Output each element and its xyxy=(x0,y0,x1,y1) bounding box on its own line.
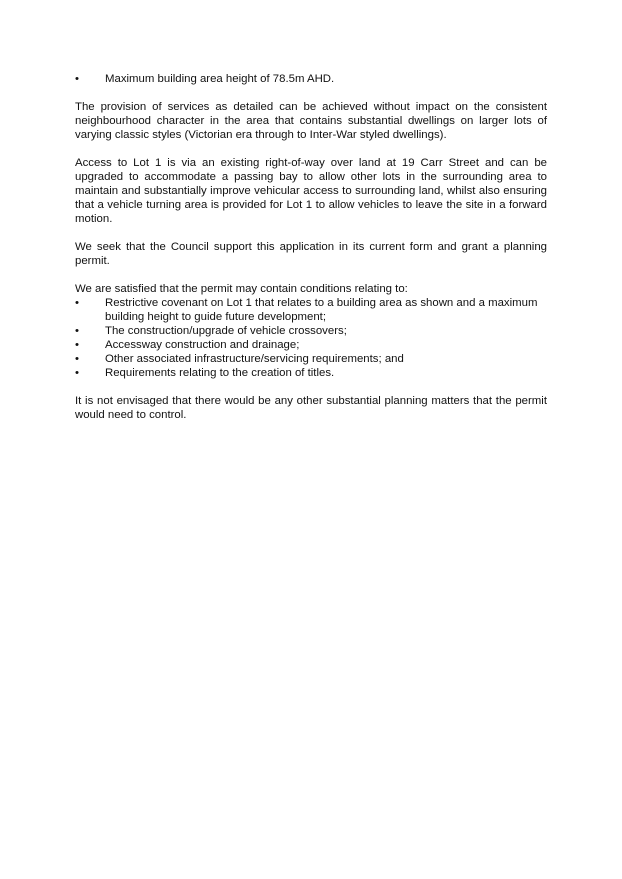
condition-text: Other associated infrastructure/servicing requirements; and xyxy=(105,353,404,365)
document-page xyxy=(75,72,547,422)
bullet-icon: • xyxy=(75,367,79,379)
condition-text: Accessway construction and drainage; xyxy=(105,339,300,351)
list-item xyxy=(75,324,547,338)
list-item xyxy=(75,366,547,380)
services-paragraph: The provision of services as detailed can be achieved without impact on the consistent neighbourhood character in the area that contains substantial dwellings on larger lots of varying classic styles (Victorian era through to Inter-War styled dwellings). xyxy=(75,101,547,141)
condition-text: Requirements relating to the creation of titles. xyxy=(105,367,335,379)
council-support-paragraph: We seek that the Council support this application in its current form and grant a planning permit. xyxy=(75,241,547,267)
bullet-icon: • xyxy=(75,339,79,351)
access-paragraph: Access to Lot 1 is via an existing right-of-way over land at 19 Carr Street and can be upgraded to accommodate a passing bay to allow other lots in the surrounding area to maintain and substantially improve vehicular access to surrounding land, whilst also ensuring that a vehicle turning area is provided for Lot 1 to allow vehicles to leave the site in a forward motion. xyxy=(75,157,547,225)
bullet-icon: • xyxy=(75,297,79,309)
closing-paragraph: It is not envisaged that there would be any other substantial planning matters that the permit would need to control. xyxy=(75,395,547,421)
list-item xyxy=(75,338,547,352)
intro-bullet-text: Maximum building area height of 78.5m AHD. xyxy=(105,73,335,85)
intro-bullet-item xyxy=(75,72,547,86)
bullet-icon: • xyxy=(75,325,79,337)
condition-text: Restrictive covenant on Lot 1 that relates to a building area as shown and a maximum building height to guide future development; xyxy=(105,297,538,323)
list-item xyxy=(75,352,547,366)
conditions-list xyxy=(75,296,547,380)
list-item xyxy=(75,296,547,324)
conditions-intro: We are satisfied that the permit may contain conditions relating to: xyxy=(75,283,408,295)
bullet-icon: • xyxy=(75,353,79,365)
bullet-icon: • xyxy=(75,73,79,85)
condition-text: The construction/upgrade of vehicle crossovers; xyxy=(105,325,347,337)
